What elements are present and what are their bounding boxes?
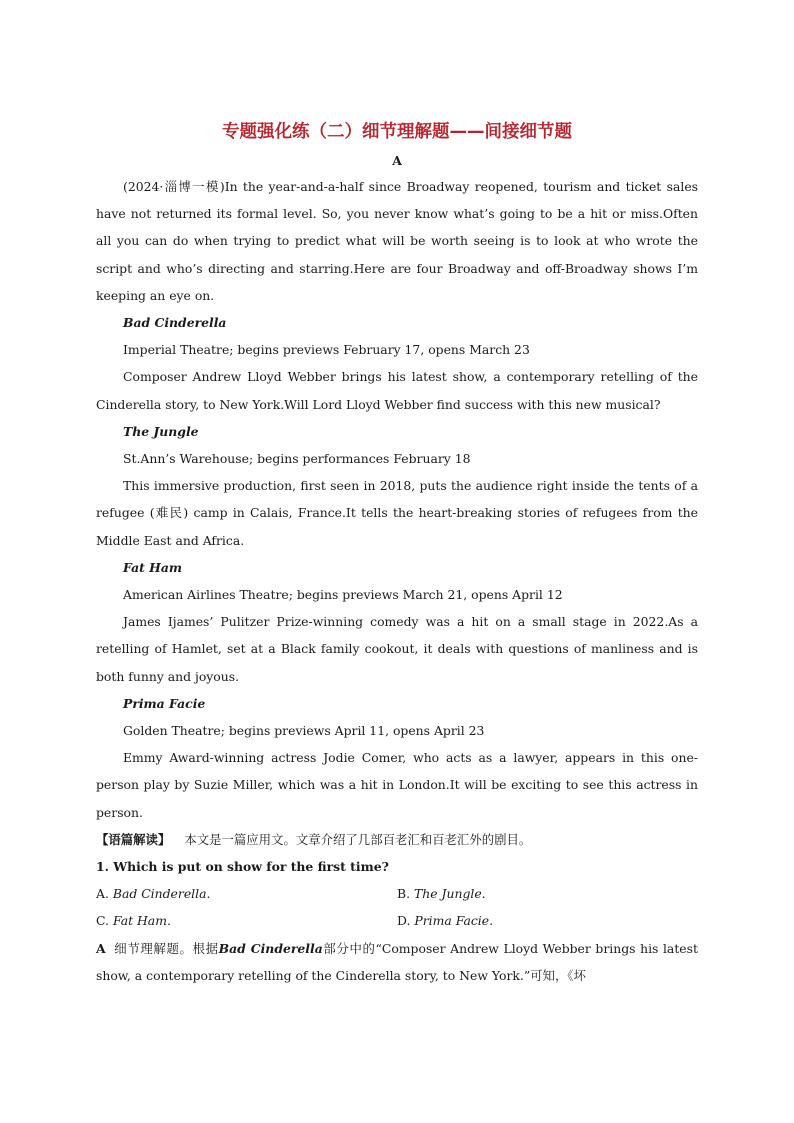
page-title: 专题强化练（二）细节理解题——间接细节题	[222, 122, 572, 142]
show-venue: American Airlines Theatre; begins previews March 21, opens April 12	[123, 587, 563, 603]
answer-ref-title: Bad Cinderella	[218, 940, 323, 956]
source-tag: (2024·淄博一模)	[123, 179, 225, 194]
answer-text: 部分中的“Composer Andrew Lloyd Webber brings his latest show, a contemporary retelling of the Cinderella story, to New York.”可知，《坏	[96, 940, 698, 983]
reading-note-tag: 【语篇解读】	[96, 831, 171, 847]
intro-text: In the year-and-a-half since Broadway reopened, tourism and ticket sales have not returned its formal level. So, you never know what’s going to be a hit or miss.Often all you can do when trying to predict what will be worth seeing is to look at who wrote the script and who’s directing and starring.Here are four Broadway and off-Broadway shows I’m keeping an eye on.	[96, 179, 699, 303]
show-title: Prima Facie	[123, 695, 206, 711]
answer-lead: 细节理解题。根据	[113, 940, 219, 956]
show-venue: Imperial Theatre; begins previews February 17, opens March 23	[123, 342, 530, 358]
option-b	[397, 880, 698, 907]
option-text: Bad Cinderella.	[112, 886, 211, 902]
reading-note	[96, 826, 698, 853]
option-letter: D.	[397, 913, 411, 929]
section-label: A	[392, 153, 402, 168]
reading-note-text: 本文是一篇应用文。文章介绍了几部百老汇和百老汇外的剧目。	[184, 831, 532, 847]
show-venue: Golden Theatre; begins previews April 11, opens April 23	[123, 723, 485, 739]
show-venue: St.Ann’s Warehouse; begins performances February 18	[123, 451, 471, 467]
option-letter: C.	[96, 913, 109, 929]
option-letter: A.	[96, 886, 109, 902]
question-options	[96, 880, 698, 934]
option-text: Prima Facie.	[414, 913, 494, 929]
show-description: Composer Andrew Lloyd Webber brings his latest show, a contemporary retelling of the Cinderella story, to New York.Will Lord Lloyd Webber find success with this new musical?	[96, 369, 698, 412]
question-stem: 1. Which is put on show for the first time?	[96, 859, 389, 875]
option-text: Fat Ham.	[112, 913, 171, 929]
document-page	[96, 118, 698, 989]
option-a	[96, 880, 397, 907]
show-title: Fat Ham	[123, 559, 183, 575]
answer-letter: A	[96, 940, 106, 956]
option-text: The Jungle.	[414, 886, 486, 902]
passage-intro	[96, 173, 698, 309]
show-title: Bad Cinderella	[123, 315, 227, 331]
option-c	[96, 907, 397, 934]
show-title: The Jungle	[123, 423, 199, 439]
option-letter: B.	[397, 886, 411, 902]
show-description: James Ijames’ Pulitzer Prize-winning comedy was a hit on a small stage in 2022.As a retelling of Hamlet, set at a Black family cookout, it deals with questions of manliness and is both funny and joyous.	[96, 614, 698, 684]
show-description: This immersive production, first seen in 2018, puts the audience right inside the tents of a refugee (难民) camp in Calais, France.It tells the heart-breaking stories of refugees from the Middle East and Africa.	[96, 478, 698, 548]
answer-explanation	[96, 935, 698, 989]
show-description: Emmy Award-winning actress Jodie Comer, who acts as a lawyer, appears in this one-person play by Suzie Miller, which was a hit in London.It will be exciting to see this actress in person.	[96, 750, 698, 820]
option-d	[397, 907, 698, 934]
